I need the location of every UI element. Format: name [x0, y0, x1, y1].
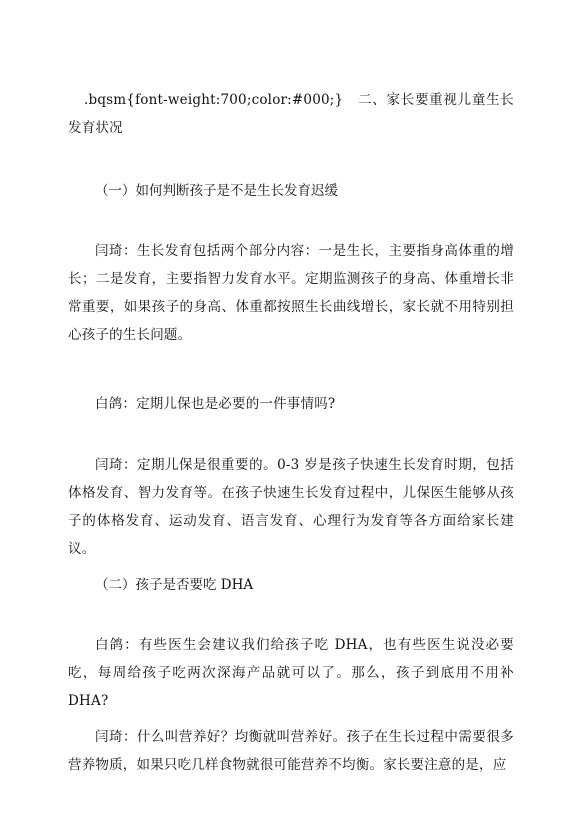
- intro-heading: .bqsm{font-weight:700;color:#000;} 二、家长要重视儿童生长发育状况: [68, 92, 514, 136]
- paragraph-nutrition-answer: 闫琦：什么叫营养好？均衡就叫营养好。孩子在生长过程中需要很多营养物质，如果只吃几样食物就很可能营养不均衡。家长要注意的是，应: [68, 729, 514, 773]
- paragraph-growth-definition: 闫琦：生长发育包括两个部分内容：一是生长，主要指身高体重的增长；二是发育，主要指智力发育水平。定期监测孩子的身高、体重增长非常重要，如果孩子的身高、体重都按照生长曲线增长，家长就不用特别担心孩子的生长问题。: [68, 243, 514, 343]
- section-1-title: （一）如何判断孩子是不是生长发育迟缓: [95, 183, 338, 199]
- section-2-title: （二）孩子是否要吃 DHA: [95, 577, 254, 593]
- paragraph-question-checkup: 白鸽：定期儿保也是必要的一件事情吗?: [95, 396, 336, 412]
- paragraph-checkup-answer: 闫琦：定期儿保是很重要的。0-3 岁是孩子快速生长发育时期，包括体格发育、智力发育等。在孩子快速生长发育过程中，儿保医生能够从孩子的体格发育、运动发育、语言发育、心理行为发育等各方面给家长建议。: [68, 457, 514, 557]
- paragraph-question-dha: 白鸽：有些医生会建议我们给孩子吃 DHA，也有些医生说没必要吃，每周给孩子吃两次深海产品就可以了。那么，孩子到底用不用补 DHA?: [68, 637, 514, 709]
